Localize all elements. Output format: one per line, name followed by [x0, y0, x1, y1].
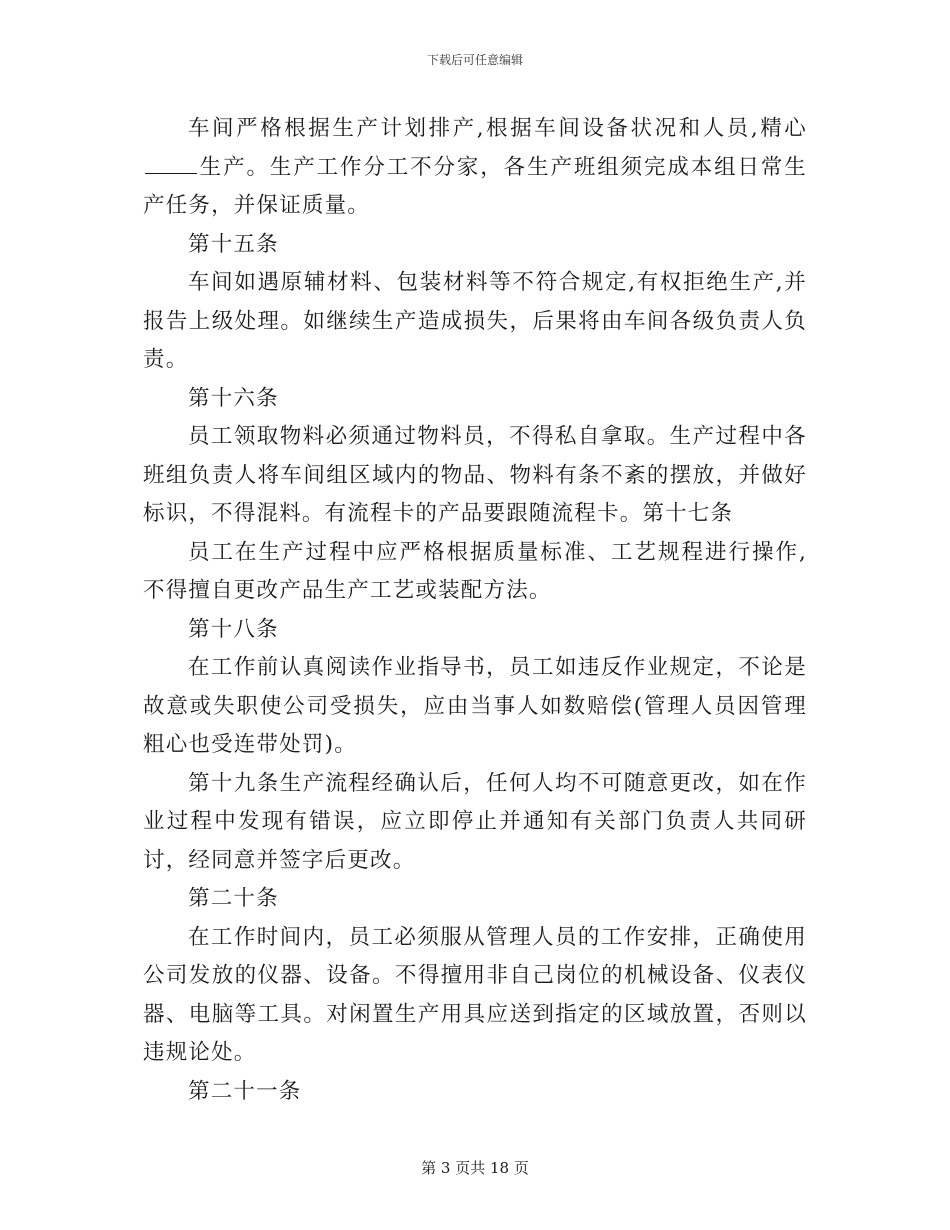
paragraph-process-changes: 第十九条生产流程经确认后，任何人均不可随意更改，如在作业过程中发现有错误，应立即停止并通知有关部门负责人共同研讨，经同意并签字后更改。 — [143, 770, 807, 873]
paragraph-text: 车间严格根据生产计划排产,根据车间设备状况和人员,精心 — [188, 116, 807, 141]
paragraph-equipment-use: 在工作时间内，员工必须服从管理人员的工作安排，正确使用公司发放的仪器、设备。不得擅用非自己岗位的机械设备、仪表仪器、电脑等工具。对闲置生产用具应送到指定的区域放置，否则以违规论处。 — [143, 924, 807, 1065]
article-heading: 第二十一条 — [188, 1078, 302, 1104]
paragraph-material-handling: 员工领取物料必须通过物料员，不得私自拿取。生产过程中各班组负责人将车间组区域内的物品、物料有条不紊的摆放，并做好标识，不得混料。有流程卡的产品要跟随流程卡。第十七条 — [143, 424, 807, 526]
paragraph-work-instructions: 在工作前认真阅读作业指导书，员工如违反作业规定，不论是故意或失职使公司受损失，应由当事人如数赔偿(管理人员因管理粗心也受连带处罚)。 — [143, 655, 807, 757]
article-heading: 第十八条 — [188, 616, 279, 642]
page-footer: 第 3 页共 18 页 — [421, 1159, 529, 1177]
paragraph-materials: 车间如遇原辅材料、包装材料等不符合规定,有权拒绝生产,并报告上级处理。如继续生产造成损失，后果将由车间各级负责人负责。 — [143, 270, 807, 372]
article-heading: 第十五条 — [188, 231, 279, 257]
paragraph-production-plan — [143, 110, 807, 226]
article-heading: 第二十条 — [188, 886, 279, 911]
document-body — [143, 110, 807, 1111]
fill-in-blank — [145, 155, 197, 174]
paragraph-text: 生产。生产工作分工不分家，各生产班组须完成本组日常生产任务，并保证质量。 — [143, 154, 807, 218]
paragraph-quality-standards: 员工在生产过程中应严格根据质量标准、工艺规程进行操作,不得擅自更改产品生产工艺或装配方法。 — [143, 539, 807, 603]
page-header: 下载后可任意编辑 — [426, 53, 523, 67]
article-heading: 第十六条 — [188, 385, 279, 411]
